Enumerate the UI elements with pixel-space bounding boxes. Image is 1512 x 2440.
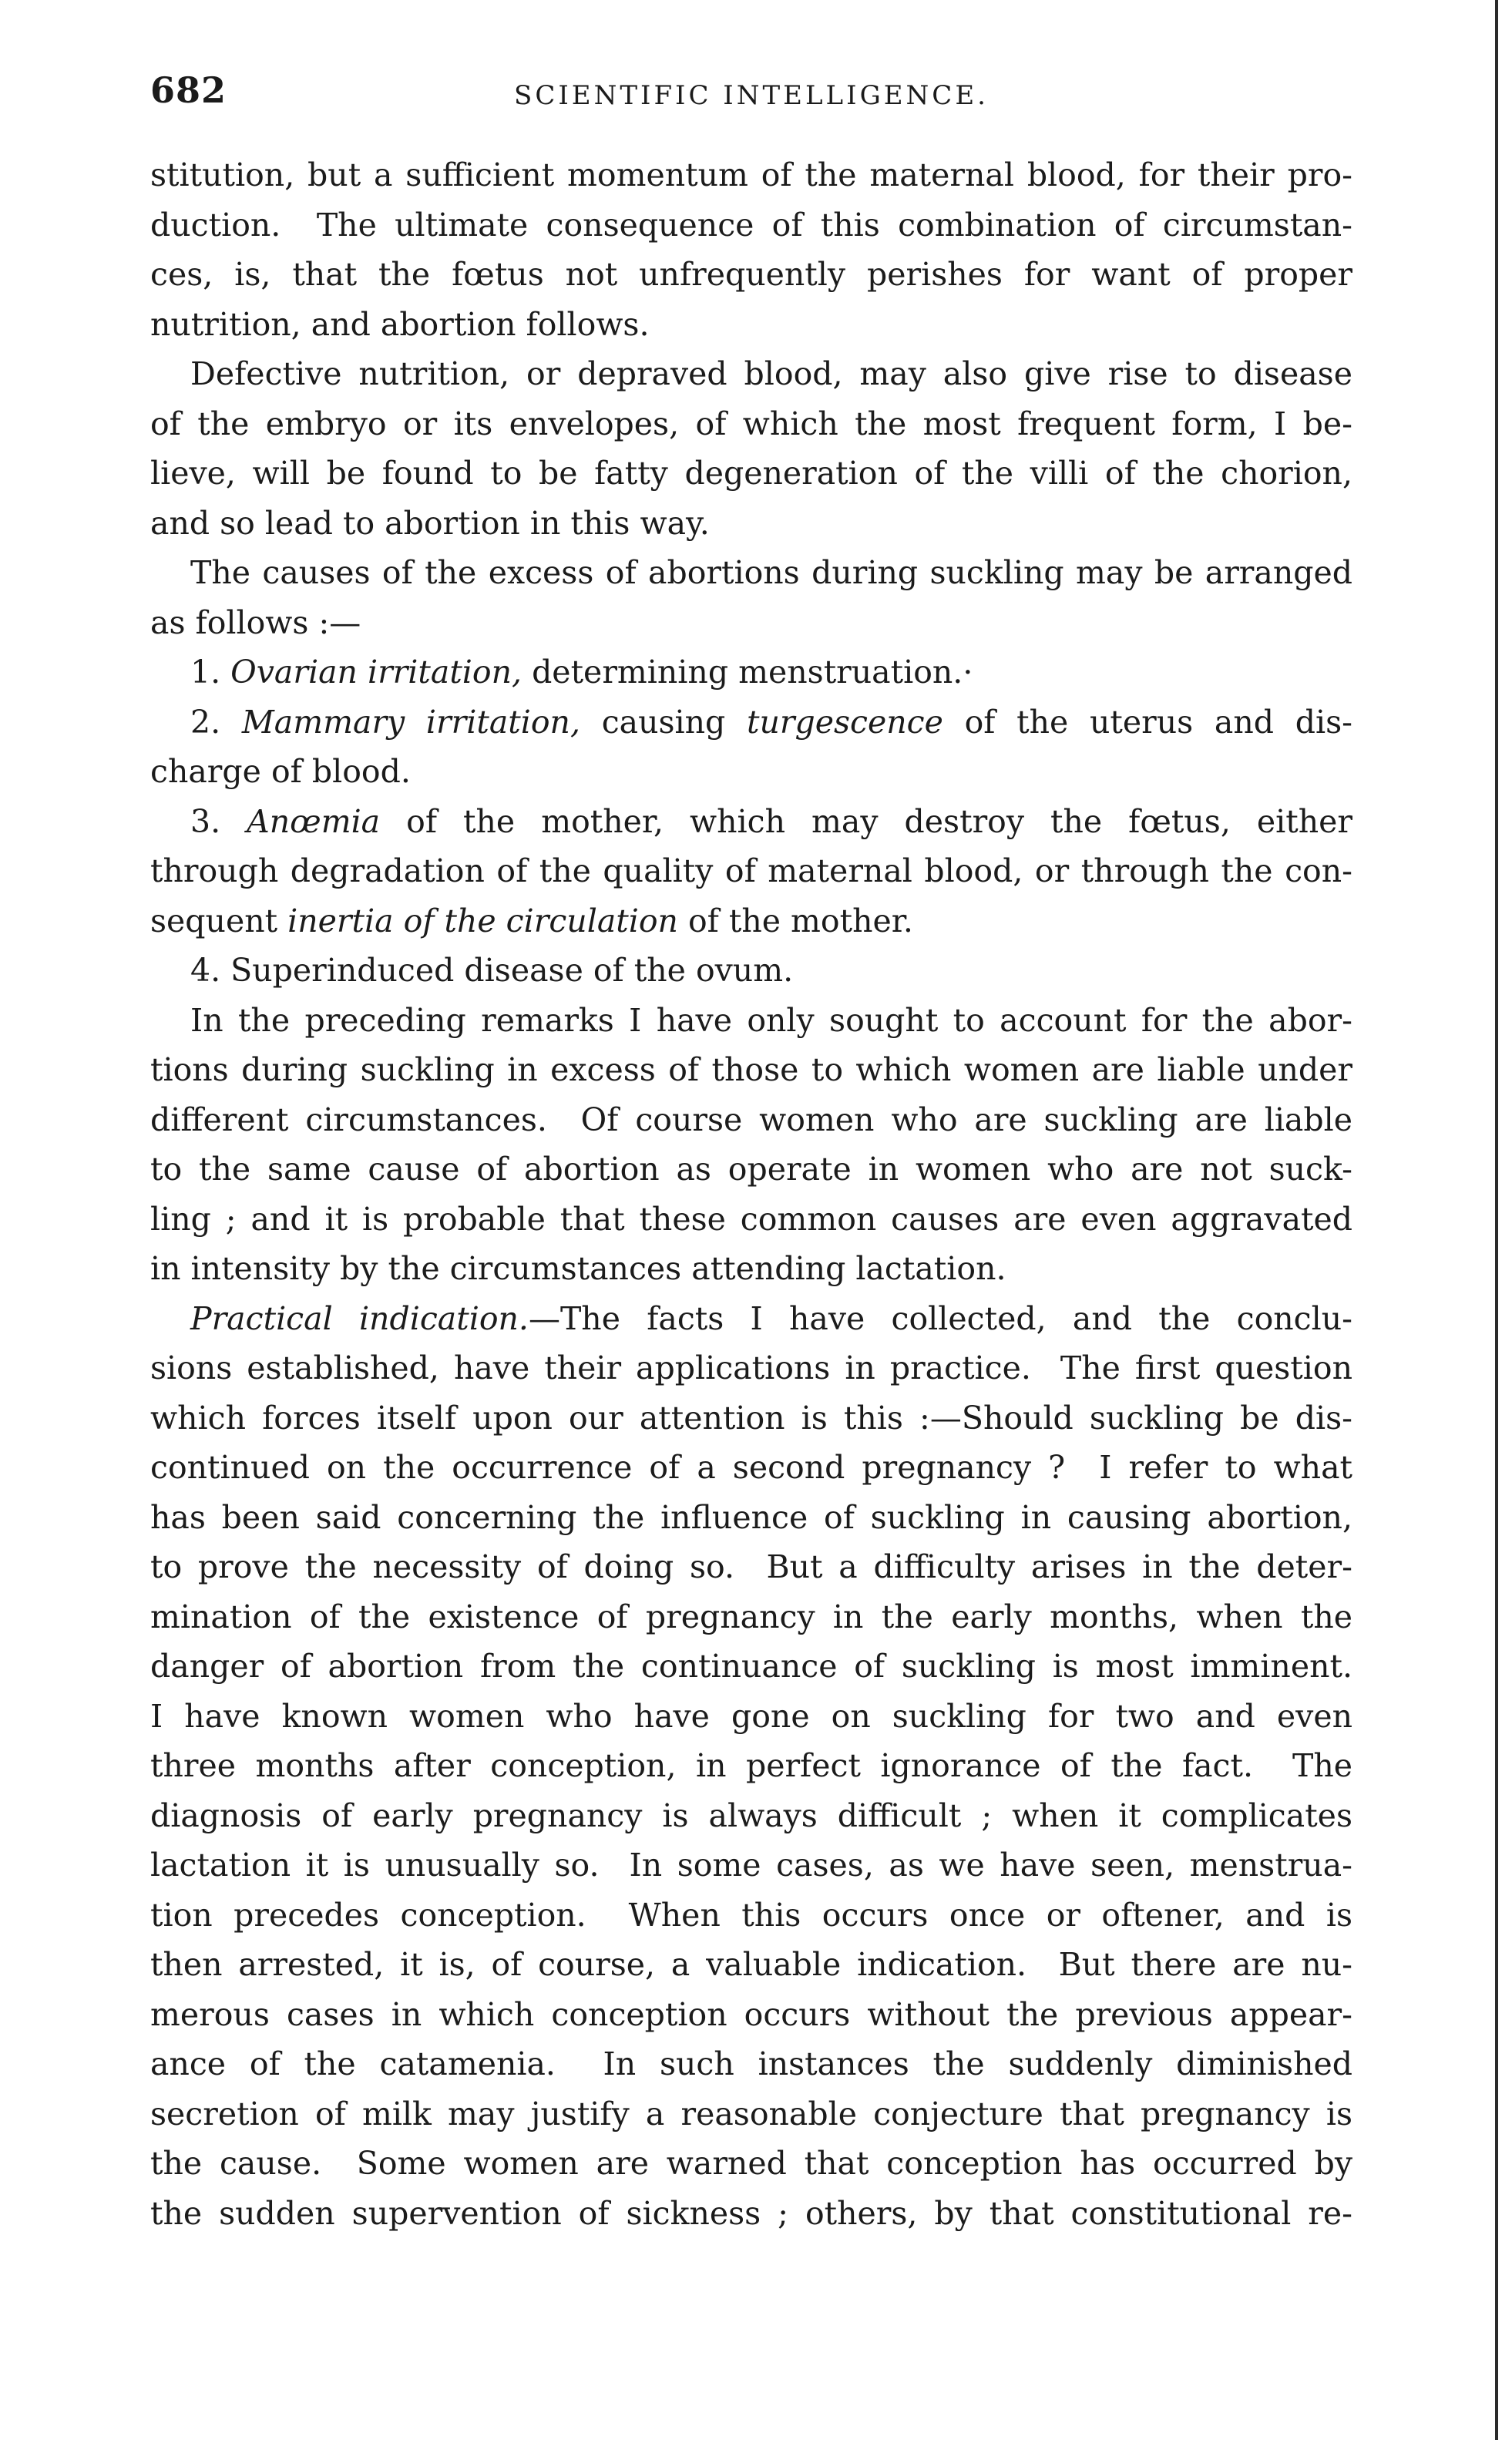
line-text: three months after conception, in perfect ignorance of the fact. The (150, 1747, 1352, 1784)
page-number: 682 (150, 69, 227, 111)
line-text: stitution, but a sufficient momentum of the maternal blood, for their pro- (150, 156, 1352, 193)
text-line (150, 1343, 1352, 1393)
line-text: then arrested, it is, of course, a valuable indication. But there are nu- (150, 1946, 1352, 1983)
text-line (150, 1144, 1352, 1195)
line-text: mination of the existence of pregnancy in the early months, when the (150, 1598, 1352, 1635)
line-text: 1. (190, 654, 231, 691)
text-line (150, 1493, 1352, 1543)
text-line (150, 946, 1352, 996)
text-line (150, 1642, 1352, 1692)
running-head: SCIENTIFIC INTELLIGENCE. (514, 80, 989, 111)
line-text: In the preceding remarks I have only sought to account for the abor- (190, 1001, 1352, 1039)
text-line (150, 1592, 1352, 1642)
text-line (150, 449, 1352, 499)
line-text: charge of blood. (150, 753, 411, 790)
line-text: 2. (190, 703, 242, 741)
text-line (150, 1840, 1352, 1890)
line-text: of the mother. (677, 902, 913, 939)
text-line (150, 1443, 1352, 1493)
italic-text: inertia of the circulation (287, 902, 678, 939)
text-line (150, 349, 1352, 399)
text-line (150, 1890, 1352, 1941)
text-line (150, 2139, 1352, 2189)
line-text: sions established, have their applications in practice. The first question (150, 1349, 1352, 1386)
text-line (150, 647, 1352, 697)
line-text: nutrition, and abortion follows. (150, 305, 650, 343)
text-line (150, 846, 1352, 896)
line-text: 3. (190, 802, 247, 840)
text-line (150, 399, 1352, 449)
page-edge-rule (1495, 0, 1498, 2440)
line-text: the sudden supervention of sickness ; others, by that constitutional re- (150, 2194, 1352, 2232)
line-text: danger of abortion from the continuance of suckling is most imminent. (150, 1648, 1352, 1685)
italic-text: Anœmia (247, 802, 381, 840)
line-text: to the same cause of abortion as operate in women who are not suck- (150, 1151, 1352, 1188)
text-line (150, 2039, 1352, 2089)
page-header (150, 69, 1352, 131)
line-text: lactation it is unusually so. In some cases, as we have seen, menstrua- (150, 1847, 1352, 1884)
text-line (150, 1294, 1352, 1344)
line-text: to prove the necessity of doing so. But a difficulty arises in the deter- (150, 1548, 1352, 1585)
line-text: as follows :— (150, 603, 361, 641)
italic-text: Practical indication. (190, 1299, 529, 1337)
line-text: and so lead to abortion in this way. (150, 504, 710, 542)
line-text: of the mother, which may destroy the fœtus, either (380, 802, 1352, 840)
line-text: lieve, will be found to be fatty degeneration of the villi of the chorion, (150, 455, 1352, 492)
line-text: merous cases in which conception occurs without the previous appear- (150, 1995, 1352, 2033)
text-line (150, 1045, 1352, 1095)
line-text: 4. Superinduced disease of the ovum. (190, 952, 794, 989)
text-line (150, 1990, 1352, 2040)
text-line (150, 747, 1352, 797)
text-line (150, 200, 1352, 250)
line-text: in intensity by the circumstances attending lactation. (150, 1250, 1006, 1287)
text-line (150, 499, 1352, 549)
text-line (150, 2089, 1352, 2139)
line-text: causing (580, 703, 748, 741)
text-line (150, 1791, 1352, 1841)
text-line (150, 896, 1352, 946)
body-text (150, 150, 1352, 2238)
text-line (150, 1095, 1352, 1145)
text-line (150, 1393, 1352, 1443)
text-line (150, 548, 1352, 598)
text-line (150, 150, 1352, 200)
line-text: of the embryo or its envelopes, of which the most frequent form, I be- (150, 405, 1352, 442)
text-line (150, 300, 1352, 350)
line-text: sequent (150, 902, 288, 939)
text-line (150, 598, 1352, 648)
text-line (150, 797, 1352, 847)
text-line (150, 1692, 1352, 1742)
line-text: —The facts I have collected, and the conclu- (528, 1299, 1353, 1337)
text-line (150, 1244, 1352, 1294)
line-text: ces, is, that the fœtus not unfrequently perishes for want of proper (150, 256, 1352, 293)
line-text: ling ; and it is probable that these common causes are even aggravated (150, 1200, 1352, 1238)
text-line (150, 697, 1352, 748)
line-text: I have known women who have gone on suckling for two and even (150, 1697, 1352, 1735)
line-text: duction. The ultimate consequence of this combination of circumstan- (150, 206, 1352, 244)
line-text: through degradation of the quality of maternal blood, or through the con- (150, 852, 1352, 889)
line-text: the cause. Some women are warned that conception has occurred by (150, 2145, 1352, 2182)
italic-text: turgescence (747, 703, 943, 741)
line-text: has been said concerning the influence of suckling in causing abortion, (150, 1498, 1352, 1536)
italic-text: Ovarian irritation, (230, 654, 522, 691)
text-line (150, 250, 1352, 300)
text-line (150, 1940, 1352, 1990)
line-text: The causes of the excess of abortions during suckling may be arranged (190, 554, 1352, 591)
line-text: which forces itself upon our attention is this :—Should suckling be dis- (150, 1399, 1352, 1437)
line-text: tion precedes conception. When this occurs once or oftener, and is (150, 1896, 1352, 1934)
line-text: tions during suckling in excess of those to which women are liable under (150, 1051, 1352, 1088)
text-line (150, 996, 1352, 1046)
text-line (150, 1195, 1352, 1245)
line-text: ance of the catamenia. In such instances the suddenly diminished (150, 2045, 1352, 2082)
line-text: diagnosis of early pregnancy is always difficult ; when it complicates (150, 1796, 1352, 1834)
line-text: determining menstruation.· (522, 654, 973, 691)
line-text: secretion of milk may justify a reasonable conjecture that pregnancy is (150, 2095, 1352, 2132)
line-text: continued on the occurrence of a second pregnancy ? I refer to what (150, 1449, 1352, 1486)
line-text: of the uterus and dis- (942, 703, 1352, 741)
line-text: different circumstances. Of course women who are suckling are liable (150, 1101, 1352, 1138)
text-line (150, 1542, 1352, 1592)
text-line (150, 1741, 1352, 1791)
text-line (150, 2189, 1352, 2239)
line-text: Defective nutrition, or depraved blood, may also give rise to disease (190, 355, 1352, 392)
italic-text: Mammary irritation, (241, 703, 580, 741)
